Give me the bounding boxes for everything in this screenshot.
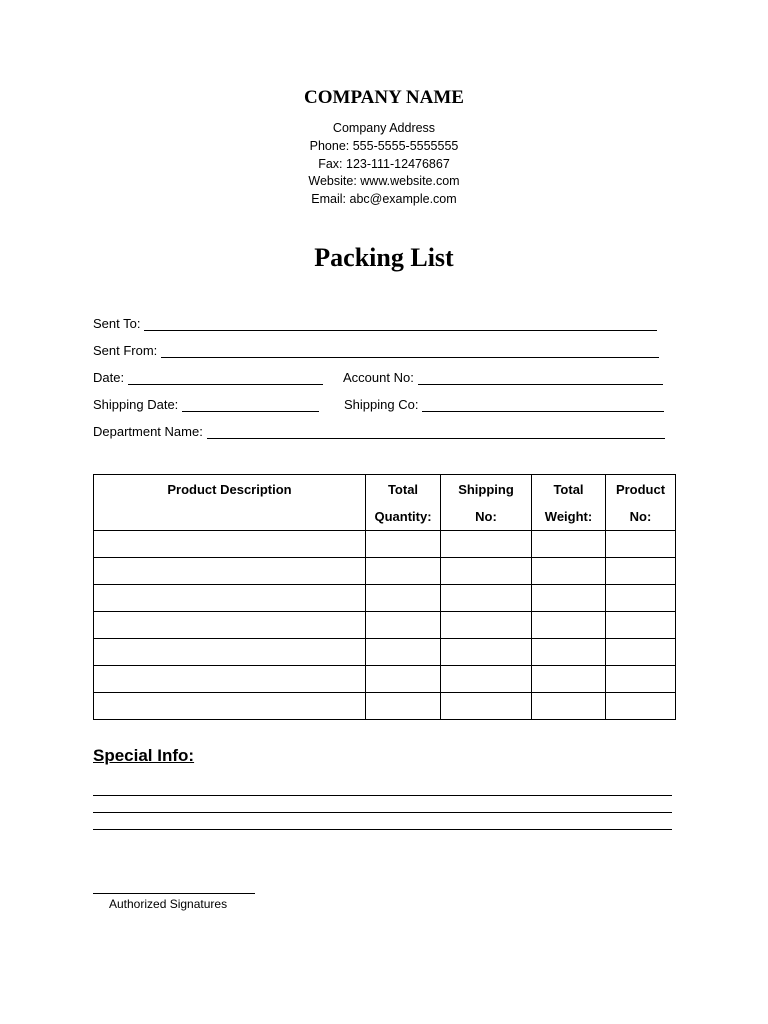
table-cell[interactable] [532,558,606,585]
contact-block [0,120,768,209]
sent-from-field [93,340,659,358]
special-info-title: Special Info: [93,746,195,765]
table-cell[interactable] [606,531,676,558]
table-cell[interactable] [366,612,441,639]
col-shipping-no: Shipping No: [441,475,532,531]
table-cell[interactable] [441,639,532,666]
table-cell[interactable] [366,666,441,693]
table-cell[interactable] [366,558,441,585]
account-no-blank[interactable] [418,370,663,385]
table-cell[interactable] [94,531,366,558]
table-row [94,558,676,585]
company-phone: Phone: 555-5555-5555555 [309,138,459,153]
table-row [94,693,676,720]
table-cell[interactable] [94,612,366,639]
department-name-label: Department Name: [93,424,203,439]
table-row [94,531,676,558]
table-cell[interactable] [94,693,366,720]
table-cell[interactable] [532,666,606,693]
table-row [94,666,676,693]
shipping-co-field [344,394,664,412]
sent-to-label: Sent To: [93,316,141,331]
table-cell[interactable] [366,531,441,558]
department-name-field [93,421,665,439]
table-cell[interactable] [532,639,606,666]
table-cell[interactable] [606,693,676,720]
company-fax: Fax: 123-111-12476867 [318,156,450,171]
table-cell[interactable] [366,585,441,612]
special-info-line[interactable] [93,829,672,830]
sent-from-label: Sent From: [93,343,158,358]
account-no-field [343,367,663,385]
special-info-line[interactable] [93,812,672,813]
table-cell[interactable] [441,612,532,639]
table-cell[interactable] [606,639,676,666]
sent-from-blank[interactable] [161,343,659,358]
col-product-description: Product Description [94,475,366,531]
table-row [94,585,676,612]
shipping-co-blank[interactable] [422,397,664,412]
table-cell[interactable] [441,666,532,693]
col-product-no: Product No: [606,475,676,531]
special-info-line[interactable] [93,795,672,796]
shipping-date-label: Shipping Date: [93,397,179,412]
date-field [93,367,323,385]
table-row [94,639,676,666]
department-name-blank[interactable] [207,424,665,439]
shipping-date-field [93,394,319,412]
packing-table [93,474,676,720]
signature-line[interactable] [93,893,255,894]
table-cell[interactable] [94,639,366,666]
table-body [94,531,676,720]
signature-label: Authorized Signatures [109,897,228,911]
table-cell[interactable] [441,585,532,612]
date-label: Date: [93,370,125,385]
table-cell[interactable] [532,612,606,639]
table-row [94,612,676,639]
shipping-co-label: Shipping Co: [344,397,419,412]
table-cell[interactable] [606,666,676,693]
company-website: Website: www.website.com [308,174,460,189]
table-cell[interactable] [366,639,441,666]
document-title: Packing List [314,243,454,272]
table-cell[interactable] [441,693,532,720]
table-cell[interactable] [94,666,366,693]
table-cell[interactable] [606,558,676,585]
col-total-quantity: Total Quantity: [366,475,441,531]
account-no-label: Account No: [343,370,414,385]
table-cell[interactable] [441,558,532,585]
table-cell[interactable] [366,693,441,720]
table-cell[interactable] [94,558,366,585]
table-cell[interactable] [441,531,532,558]
table-cell[interactable] [606,612,676,639]
sent-to-blank[interactable] [144,316,657,331]
table-cell[interactable] [532,585,606,612]
col-total-weight: Total Weight: [532,475,606,531]
company-email: Email: abc@example.com [311,192,457,207]
table-cell[interactable] [606,585,676,612]
company-name: COMPANY NAME [304,87,464,108]
table-cell[interactable] [94,585,366,612]
shipping-date-blank[interactable] [182,397,319,412]
table-header-row [94,475,676,531]
table-cell[interactable] [532,693,606,720]
sent-to-field [93,313,657,331]
table-cell[interactable] [532,531,606,558]
date-blank[interactable] [128,370,323,385]
company-address: Company Address [332,121,436,135]
